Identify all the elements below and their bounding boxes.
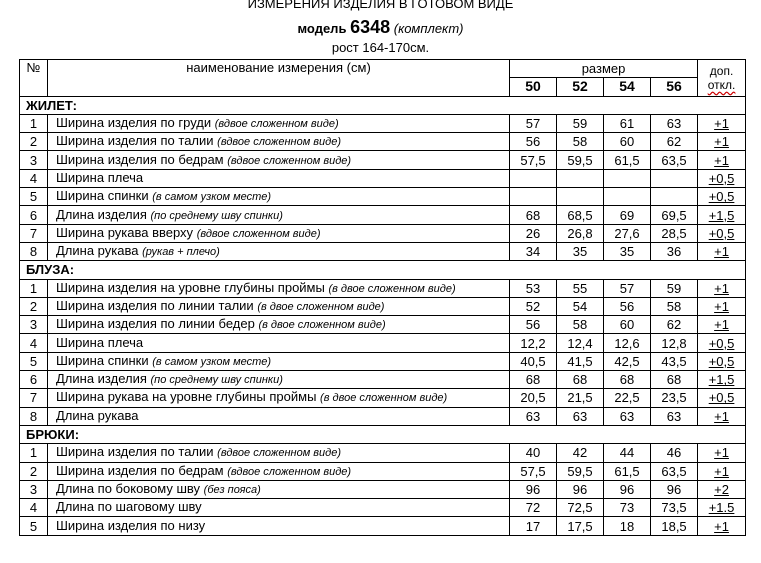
size-value: 60 bbox=[604, 133, 651, 151]
measurement-name bbox=[48, 242, 510, 260]
tolerance-value: +2 bbox=[714, 481, 729, 497]
measurement-name bbox=[48, 297, 510, 315]
size-value: 26 bbox=[510, 224, 557, 242]
measurement-row bbox=[20, 114, 746, 132]
row-number: 4 bbox=[20, 334, 48, 352]
size-value: 63 bbox=[510, 407, 557, 425]
tolerance-value: +1.5 bbox=[708, 500, 735, 516]
size-value: 59 bbox=[651, 279, 698, 297]
size-value bbox=[651, 169, 698, 187]
tolerance-value: +0,5 bbox=[708, 225, 735, 241]
tolerance-cell bbox=[698, 242, 746, 260]
size-value: 58 bbox=[557, 316, 604, 334]
measurement-name bbox=[48, 462, 510, 480]
size-value: 20,5 bbox=[510, 389, 557, 407]
section-title: БЛУЗА: bbox=[20, 261, 746, 279]
section-row bbox=[20, 261, 746, 279]
measurement-name bbox=[48, 133, 510, 151]
measurement-note: (вдвое сложенном виде) bbox=[227, 154, 352, 167]
tolerance-cell bbox=[698, 517, 746, 535]
size-value: 28,5 bbox=[651, 224, 698, 242]
size-value: 57,5 bbox=[510, 462, 557, 480]
measurement-name bbox=[48, 499, 510, 517]
document-title: ИЗМЕРЕНИЯ ИЗДЕЛИЯ В ГОТОВОМ ВИДЕ bbox=[247, 0, 514, 11]
size-value: 36 bbox=[651, 242, 698, 260]
model-prefix: модель bbox=[297, 21, 347, 36]
measurement-label: Длина по шаговому шву bbox=[56, 499, 202, 515]
measurement-label: Ширина изделия по низу bbox=[56, 517, 206, 533]
tolerance-cell bbox=[698, 151, 746, 169]
size-value: 58 bbox=[557, 133, 604, 151]
size-value: 56 bbox=[510, 316, 557, 334]
tolerance-value: +0,5 bbox=[708, 189, 735, 205]
size-value: 12,4 bbox=[557, 334, 604, 352]
measurement-name bbox=[48, 188, 510, 206]
measurement-name bbox=[48, 151, 510, 169]
tolerance-cell bbox=[698, 371, 746, 389]
header-tolerance-line1: доп. bbox=[709, 63, 734, 78]
measurement-label: Ширина рукава вверху bbox=[56, 224, 194, 240]
tolerance-cell bbox=[698, 206, 746, 224]
measurement-label: Ширина изделия по линии бедер bbox=[56, 316, 255, 332]
measurement-note: (в двое сложенном виде) bbox=[320, 392, 448, 405]
size-value: 12,2 bbox=[510, 334, 557, 352]
row-number: 2 bbox=[20, 133, 48, 151]
measurement-label: Ширина изделия по линии талии bbox=[56, 298, 254, 313]
measurement-name bbox=[48, 224, 510, 242]
row-number: 2 bbox=[20, 462, 48, 480]
size-value: 22,5 bbox=[604, 389, 651, 407]
tolerance-cell bbox=[698, 188, 746, 206]
row-number: 3 bbox=[20, 480, 48, 498]
measurement-note: (вдвое сложенном виде) bbox=[214, 118, 339, 131]
measurement-label: Ширина изделия по груди bbox=[56, 115, 212, 131]
tolerance-cell bbox=[698, 169, 746, 187]
header-tolerance-line2: откл. bbox=[707, 77, 736, 92]
measurement-row bbox=[20, 316, 746, 334]
size-value: 96 bbox=[604, 480, 651, 498]
tolerance-value: +1,5 bbox=[708, 372, 735, 388]
size-value: 17 bbox=[510, 517, 557, 535]
measurement-label: Ширина плеча bbox=[56, 169, 144, 185]
measurement-note: (без пояса) bbox=[203, 483, 261, 496]
measurement-row bbox=[20, 188, 746, 206]
size-value: 68 bbox=[651, 371, 698, 389]
measurement-name bbox=[48, 444, 510, 462]
size-value: 96 bbox=[651, 480, 698, 498]
section-row bbox=[20, 96, 746, 114]
size-52: 52 bbox=[557, 78, 604, 96]
measurement-note: (в двое сложенном виде) bbox=[328, 282, 456, 295]
tolerance-cell bbox=[698, 462, 746, 480]
size-value: 61,5 bbox=[604, 462, 651, 480]
size-value: 68 bbox=[557, 371, 604, 389]
size-value: 43,5 bbox=[651, 352, 698, 370]
measurement-name bbox=[48, 169, 510, 187]
size-value: 61,5 bbox=[604, 151, 651, 169]
size-value: 63 bbox=[651, 407, 698, 425]
size-value: 62 bbox=[651, 316, 698, 334]
row-number: 7 bbox=[20, 224, 48, 242]
measurement-name bbox=[48, 206, 510, 224]
tolerance-value: +0,5 bbox=[708, 335, 735, 351]
tolerance-value: +0,5 bbox=[708, 390, 735, 406]
section-title: БРЮКИ: bbox=[20, 425, 746, 443]
size-value: 35 bbox=[557, 242, 604, 260]
measurement-note: (в самом узком месте) bbox=[152, 355, 272, 368]
size-value: 42 bbox=[557, 444, 604, 462]
measurement-note: (вдвое сложенном виде) bbox=[227, 465, 352, 478]
measurement-label: Длина изделия bbox=[56, 371, 147, 387]
measurement-row bbox=[20, 133, 746, 151]
measurement-label: Длина рукава bbox=[56, 407, 139, 423]
measurement-note: (вдвое сложенном виде) bbox=[217, 447, 342, 460]
measurement-name bbox=[48, 316, 510, 334]
header-size: размер bbox=[510, 60, 698, 78]
measurement-row bbox=[20, 480, 746, 498]
size-50: 50 bbox=[510, 78, 557, 96]
size-value bbox=[510, 169, 557, 187]
row-number: 1 bbox=[20, 114, 48, 132]
header-name: наименование измерения (см) bbox=[48, 60, 510, 97]
size-value: 63 bbox=[604, 407, 651, 425]
size-value: 54 bbox=[557, 297, 604, 315]
measurement-label: Ширина плеча bbox=[56, 334, 144, 350]
size-value: 68 bbox=[510, 206, 557, 224]
measurement-label: Ширина рукава на уровне глубины проймы bbox=[56, 389, 317, 405]
row-number: 5 bbox=[20, 517, 48, 535]
size-value: 52 bbox=[510, 297, 557, 315]
size-value: 56 bbox=[604, 297, 651, 315]
size-54: 54 bbox=[604, 78, 651, 96]
tolerance-cell bbox=[698, 389, 746, 407]
size-value: 18 bbox=[604, 517, 651, 535]
size-value: 69 bbox=[604, 206, 651, 224]
size-value: 12,6 bbox=[604, 334, 651, 352]
size-value: 59,5 bbox=[557, 462, 604, 480]
model-line bbox=[0, 17, 761, 38]
size-value: 73 bbox=[604, 499, 651, 517]
tolerance-value: +1 bbox=[714, 280, 729, 296]
tolerance-cell bbox=[698, 224, 746, 242]
size-value: 26,8 bbox=[557, 224, 604, 242]
measurement-name bbox=[48, 480, 510, 498]
size-value: 44 bbox=[604, 444, 651, 462]
measurement-label: Длина изделия bbox=[56, 206, 147, 222]
size-value: 53 bbox=[510, 279, 557, 297]
size-value: 12,8 bbox=[651, 334, 698, 352]
size-value: 69,5 bbox=[651, 206, 698, 224]
row-number: 8 bbox=[20, 407, 48, 425]
measurement-row bbox=[20, 297, 746, 315]
size-value bbox=[510, 188, 557, 206]
measurement-row bbox=[20, 279, 746, 297]
row-number: 7 bbox=[20, 389, 48, 407]
tolerance-cell bbox=[698, 316, 746, 334]
measurements-table bbox=[19, 59, 746, 536]
measurement-note: (в двое сложенном виде) bbox=[258, 319, 386, 332]
size-value: 46 bbox=[651, 444, 698, 462]
row-number: 3 bbox=[20, 151, 48, 169]
tolerance-value: +1 bbox=[714, 317, 729, 333]
measurement-note: (вдвое сложенном виде) bbox=[217, 136, 342, 149]
size-value: 18,5 bbox=[651, 517, 698, 535]
size-value: 57,5 bbox=[510, 151, 557, 169]
measurement-note: (по среднему шву спинки) bbox=[150, 374, 283, 387]
header-row-1 bbox=[20, 60, 746, 78]
row-number: 1 bbox=[20, 279, 48, 297]
measurement-note: (в двое сложенном виде) bbox=[257, 301, 385, 313]
measurement-row bbox=[20, 517, 746, 535]
measurement-name bbox=[48, 371, 510, 389]
row-number: 5 bbox=[20, 352, 48, 370]
tolerance-value: +1 bbox=[714, 445, 729, 461]
size-value: 21,5 bbox=[557, 389, 604, 407]
section-title: ЖИЛЕТ: bbox=[20, 96, 746, 114]
size-value: 73,5 bbox=[651, 499, 698, 517]
measurement-name bbox=[48, 407, 510, 425]
tolerance-value: +1 bbox=[714, 518, 729, 534]
size-value: 72 bbox=[510, 499, 557, 517]
size-value: 68,5 bbox=[557, 206, 604, 224]
measurement-name bbox=[48, 279, 510, 297]
row-number: 4 bbox=[20, 499, 48, 517]
measurement-label: Длина рукава bbox=[56, 243, 139, 259]
row-number: 6 bbox=[20, 206, 48, 224]
measurement-row bbox=[20, 462, 746, 480]
measurement-label: Ширина спинки bbox=[56, 188, 149, 204]
size-value: 58 bbox=[651, 297, 698, 315]
header-tolerance bbox=[698, 60, 746, 97]
measurement-note: (рукав + плечо) bbox=[142, 246, 220, 259]
section-row bbox=[20, 425, 746, 443]
measurement-name bbox=[48, 334, 510, 352]
tolerance-value: +1 bbox=[714, 244, 729, 260]
measurement-label: Ширина изделия по бедрам bbox=[56, 462, 224, 478]
size-value: 56 bbox=[510, 133, 557, 151]
row-number: 6 bbox=[20, 371, 48, 389]
model-kit: (комплект) bbox=[393, 21, 464, 36]
measurement-row bbox=[20, 224, 746, 242]
measurement-row bbox=[20, 389, 746, 407]
tolerance-value: +0,5 bbox=[708, 170, 735, 186]
measurement-row bbox=[20, 444, 746, 462]
size-value: 60 bbox=[604, 316, 651, 334]
size-value: 68 bbox=[510, 371, 557, 389]
size-value: 59,5 bbox=[557, 151, 604, 169]
tolerance-cell bbox=[698, 297, 746, 315]
size-value: 55 bbox=[557, 279, 604, 297]
size-value: 34 bbox=[510, 242, 557, 260]
size-value: 63 bbox=[557, 407, 604, 425]
size-value: 57 bbox=[510, 114, 557, 132]
tolerance-cell bbox=[698, 444, 746, 462]
size-value: 96 bbox=[510, 480, 557, 498]
tolerance-cell bbox=[698, 114, 746, 132]
tolerance-cell bbox=[698, 334, 746, 352]
tolerance-value: +0,5 bbox=[708, 353, 735, 369]
measurement-name bbox=[48, 352, 510, 370]
tolerance-cell bbox=[698, 407, 746, 425]
measurement-row bbox=[20, 169, 746, 187]
row-number: 1 bbox=[20, 444, 48, 462]
measurement-note: (вдвое сложенном виде) bbox=[196, 227, 321, 240]
size-value: 63 bbox=[651, 114, 698, 132]
height-range: рост 164-170см. bbox=[331, 40, 430, 55]
tolerance-value: +1 bbox=[714, 299, 729, 314]
size-value: 23,5 bbox=[651, 389, 698, 407]
measurement-row bbox=[20, 242, 746, 260]
measurement-row bbox=[20, 499, 746, 517]
measurement-label: Ширина спинки bbox=[56, 352, 149, 368]
measurement-row bbox=[20, 407, 746, 425]
tolerance-value: +1 bbox=[714, 116, 729, 132]
measurement-label: Ширина изделия по бедрам bbox=[56, 151, 224, 167]
header-no: № bbox=[20, 60, 48, 97]
size-value: 61 bbox=[604, 114, 651, 132]
size-value: 17,5 bbox=[557, 517, 604, 535]
size-value: 42,5 bbox=[604, 352, 651, 370]
size-value bbox=[557, 169, 604, 187]
measurement-name bbox=[48, 114, 510, 132]
size-value bbox=[651, 188, 698, 206]
model-number: 6348 bbox=[350, 17, 391, 37]
tolerance-value: +1,5 bbox=[708, 207, 735, 223]
measurement-row bbox=[20, 352, 746, 370]
row-number: 4 bbox=[20, 169, 48, 187]
size-value: 57 bbox=[604, 279, 651, 297]
size-value: 96 bbox=[557, 480, 604, 498]
tolerance-value: +1 bbox=[714, 463, 729, 479]
tolerance-cell bbox=[698, 352, 746, 370]
tolerance-value: +1 bbox=[714, 134, 729, 150]
tolerance-cell bbox=[698, 133, 746, 151]
size-value bbox=[604, 169, 651, 187]
row-number: 8 bbox=[20, 242, 48, 260]
tolerance-cell bbox=[698, 480, 746, 498]
size-value: 68 bbox=[604, 371, 651, 389]
row-number: 5 bbox=[20, 188, 48, 206]
tolerance-value: +1 bbox=[714, 152, 729, 168]
size-value: 41,5 bbox=[557, 352, 604, 370]
size-value: 40 bbox=[510, 444, 557, 462]
measurement-label: Ширина изделия по талии bbox=[56, 444, 214, 460]
tolerance-cell bbox=[698, 279, 746, 297]
measurement-label: Ширина изделия по талии bbox=[56, 133, 214, 149]
row-number: 3 bbox=[20, 316, 48, 334]
measurement-note: (по среднему шву спинки) bbox=[150, 209, 283, 222]
tolerance-value: +1 bbox=[714, 408, 729, 424]
measurement-note: (в самом узком месте) bbox=[152, 191, 272, 204]
size-value: 63,5 bbox=[651, 462, 698, 480]
measurement-label: Ширина изделия на уровне глубины проймы bbox=[56, 279, 325, 295]
size-value: 40,5 bbox=[510, 352, 557, 370]
size-56: 56 bbox=[651, 78, 698, 96]
size-value: 27,6 bbox=[604, 224, 651, 242]
size-value: 62 bbox=[651, 133, 698, 151]
size-value: 35 bbox=[604, 242, 651, 260]
size-value bbox=[557, 188, 604, 206]
size-value bbox=[604, 188, 651, 206]
size-value: 72,5 bbox=[557, 499, 604, 517]
measurement-row bbox=[20, 151, 746, 169]
measurement-name bbox=[48, 517, 510, 535]
tolerance-cell bbox=[698, 499, 746, 517]
size-value: 63,5 bbox=[651, 151, 698, 169]
measurement-row bbox=[20, 206, 746, 224]
measurement-label: Длина по боковому шву bbox=[56, 480, 201, 496]
measurement-name bbox=[48, 389, 510, 407]
measurement-row bbox=[20, 371, 746, 389]
measurement-row bbox=[20, 334, 746, 352]
size-value: 59 bbox=[557, 114, 604, 132]
row-number: 2 bbox=[20, 297, 48, 315]
